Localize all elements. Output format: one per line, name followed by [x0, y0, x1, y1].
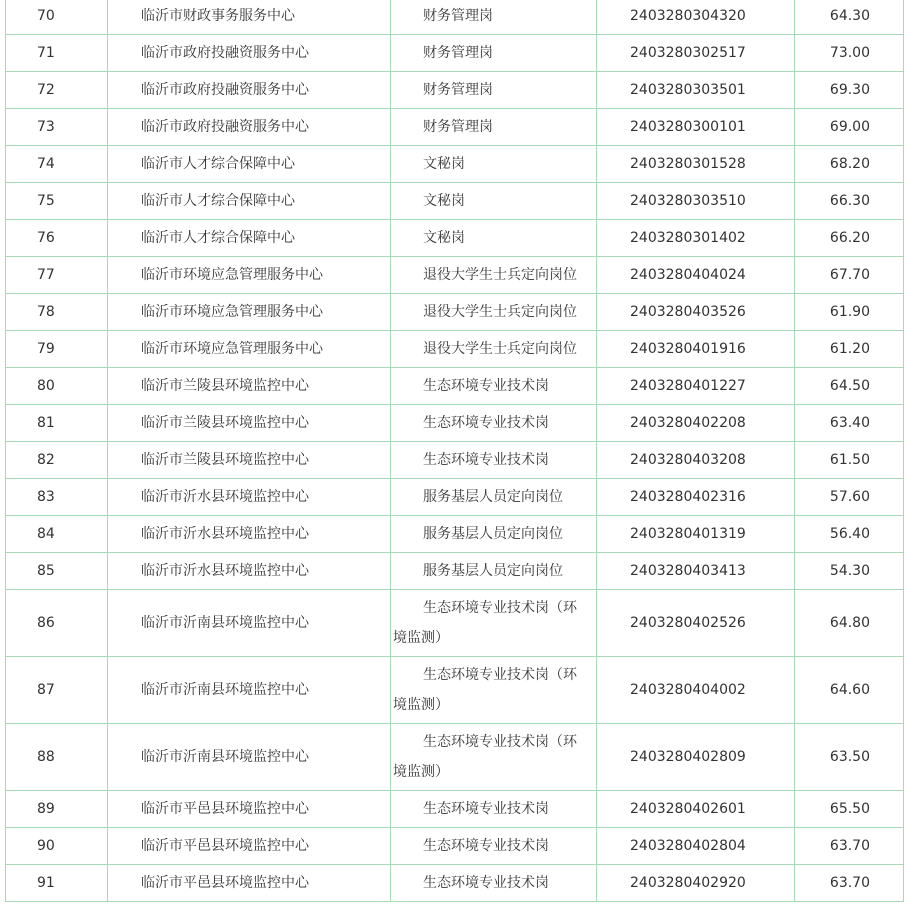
table-row — [6, 72, 904, 109]
row-number: 72 — [6, 72, 108, 109]
written-score: 56.40 — [795, 516, 904, 553]
position-name: 财务管理岗 — [391, 0, 597, 35]
exam-ticket-number: 2403280304320 — [597, 0, 795, 35]
row-number: 77 — [6, 257, 108, 294]
exam-ticket-number: 2403280401916 — [597, 331, 795, 368]
exam-ticket-number: 2403280302517 — [597, 35, 795, 72]
table-row — [6, 368, 904, 405]
exam-ticket-number: 2403280402804 — [597, 828, 795, 865]
exam-ticket-number: 2403280301528 — [597, 146, 795, 183]
row-number: 88 — [6, 724, 108, 791]
position-name: 退役大学生士兵定向岗位 — [391, 257, 597, 294]
table-row — [6, 331, 904, 368]
written-score: 64.30 — [795, 0, 904, 35]
table-row — [6, 828, 904, 865]
table-row — [6, 724, 904, 791]
row-number: 91 — [6, 865, 108, 902]
row-number: 82 — [6, 442, 108, 479]
exam-ticket-number: 2403280301402 — [597, 220, 795, 257]
exam-ticket-number: 2403280403208 — [597, 442, 795, 479]
row-number: 76 — [6, 220, 108, 257]
exam-ticket-number: 2403280402809 — [597, 724, 795, 791]
row-number: 85 — [6, 553, 108, 590]
employer-unit: 临沂市政府投融资服务中心 — [108, 35, 391, 72]
position-name: 生态环境专业技术岗 — [391, 791, 597, 828]
score-table-body — [6, 0, 904, 902]
position-name: 服务基层人员定向岗位 — [391, 479, 597, 516]
row-number: 73 — [6, 109, 108, 146]
table-row — [6, 257, 904, 294]
written-score: 63.50 — [795, 724, 904, 791]
table-row — [6, 865, 904, 902]
table-row — [6, 109, 904, 146]
table-row — [6, 657, 904, 724]
written-score: 61.20 — [795, 331, 904, 368]
written-score: 68.20 — [795, 146, 904, 183]
exam-ticket-number: 2403280403413 — [597, 553, 795, 590]
written-score: 64.60 — [795, 657, 904, 724]
position-name: 生态环境专业技术岗（环境监测） — [391, 724, 597, 791]
position-name: 生态环境专业技术岗 — [391, 828, 597, 865]
row-number: 89 — [6, 791, 108, 828]
table-row — [6, 183, 904, 220]
table-row — [6, 590, 904, 657]
exam-ticket-number: 2403280404002 — [597, 657, 795, 724]
row-number: 78 — [6, 294, 108, 331]
exam-ticket-number: 2403280300101 — [597, 109, 795, 146]
written-score: 63.70 — [795, 865, 904, 902]
written-score: 67.70 — [795, 257, 904, 294]
employer-unit: 临沂市人才综合保障中心 — [108, 220, 391, 257]
position-name: 生态环境专业技术岗（环境监测） — [391, 590, 597, 657]
written-score: 66.20 — [795, 220, 904, 257]
table-row — [6, 35, 904, 72]
written-score: 54.30 — [795, 553, 904, 590]
row-number: 75 — [6, 183, 108, 220]
exam-ticket-number: 2403280402526 — [597, 590, 795, 657]
written-score: 64.80 — [795, 590, 904, 657]
row-number: 70 — [6, 0, 108, 35]
row-number: 83 — [6, 479, 108, 516]
employer-unit: 临沂市平邑县环境监控中心 — [108, 865, 391, 902]
table-row — [6, 0, 904, 35]
written-score: 69.00 — [795, 109, 904, 146]
employer-unit: 临沂市环境应急管理服务中心 — [108, 257, 391, 294]
written-score: 65.50 — [795, 791, 904, 828]
position-name: 财务管理岗 — [391, 72, 597, 109]
written-score: 64.50 — [795, 368, 904, 405]
row-number: 86 — [6, 590, 108, 657]
position-name: 生态环境专业技术岗（环境监测） — [391, 657, 597, 724]
position-name: 服务基层人员定向岗位 — [391, 516, 597, 553]
table-row — [6, 146, 904, 183]
row-number: 90 — [6, 828, 108, 865]
employer-unit: 临沂市兰陵县环境监控中心 — [108, 405, 391, 442]
employer-unit: 临沂市沂水县环境监控中心 — [108, 479, 391, 516]
exam-ticket-number: 2403280303501 — [597, 72, 795, 109]
table-row — [6, 405, 904, 442]
employer-unit: 临沂市平邑县环境监控中心 — [108, 791, 391, 828]
exam-ticket-number: 2403280402601 — [597, 791, 795, 828]
written-score: 61.50 — [795, 442, 904, 479]
employer-unit: 临沂市政府投融资服务中心 — [108, 109, 391, 146]
table-row — [6, 294, 904, 331]
position-name: 生态环境专业技术岗 — [391, 442, 597, 479]
exam-ticket-number: 2403280404024 — [597, 257, 795, 294]
position-name: 生态环境专业技术岗 — [391, 368, 597, 405]
position-name: 财务管理岗 — [391, 35, 597, 72]
table-row — [6, 442, 904, 479]
exam-ticket-number: 2403280403526 — [597, 294, 795, 331]
position-name: 退役大学生士兵定向岗位 — [391, 331, 597, 368]
table-row — [6, 791, 904, 828]
position-name: 退役大学生士兵定向岗位 — [391, 294, 597, 331]
row-number: 71 — [6, 35, 108, 72]
position-name: 财务管理岗 — [391, 109, 597, 146]
position-name: 文秘岗 — [391, 146, 597, 183]
position-name: 文秘岗 — [391, 220, 597, 257]
row-number: 84 — [6, 516, 108, 553]
employer-unit: 临沂市沂南县环境监控中心 — [108, 724, 391, 791]
employer-unit: 临沂市人才综合保障中心 — [108, 183, 391, 220]
employer-unit: 临沂市财政事务服务中心 — [108, 0, 391, 35]
written-score: 66.30 — [795, 183, 904, 220]
table-row — [6, 516, 904, 553]
written-score: 73.00 — [795, 35, 904, 72]
written-score: 69.30 — [795, 72, 904, 109]
employer-unit: 临沂市沂水县环境监控中心 — [108, 553, 391, 590]
employer-unit: 临沂市环境应急管理服务中心 — [108, 294, 391, 331]
employer-unit: 临沂市沂南县环境监控中心 — [108, 590, 391, 657]
written-score: 63.40 — [795, 405, 904, 442]
written-score: 63.70 — [795, 828, 904, 865]
score-table — [5, 0, 904, 902]
exam-ticket-number: 2403280303510 — [597, 183, 795, 220]
written-score: 61.90 — [795, 294, 904, 331]
position-name: 文秘岗 — [391, 183, 597, 220]
employer-unit: 临沂市政府投融资服务中心 — [108, 72, 391, 109]
position-name: 生态环境专业技术岗 — [391, 405, 597, 442]
exam-ticket-number: 2403280401319 — [597, 516, 795, 553]
row-number: 81 — [6, 405, 108, 442]
employer-unit: 临沂市环境应急管理服务中心 — [108, 331, 391, 368]
table-row — [6, 479, 904, 516]
employer-unit: 临沂市平邑县环境监控中心 — [108, 828, 391, 865]
row-number: 87 — [6, 657, 108, 724]
employer-unit: 临沂市人才综合保障中心 — [108, 146, 391, 183]
employer-unit: 临沂市兰陵县环境监控中心 — [108, 442, 391, 479]
position-name: 生态环境专业技术岗 — [391, 865, 597, 902]
row-number: 74 — [6, 146, 108, 183]
exam-ticket-number: 2403280402316 — [597, 479, 795, 516]
exam-ticket-number: 2403280401227 — [597, 368, 795, 405]
row-number: 79 — [6, 331, 108, 368]
employer-unit: 临沂市沂南县环境监控中心 — [108, 657, 391, 724]
table-row — [6, 553, 904, 590]
employer-unit: 临沂市兰陵县环境监控中心 — [108, 368, 391, 405]
row-number: 80 — [6, 368, 108, 405]
position-name: 服务基层人员定向岗位 — [391, 553, 597, 590]
written-score: 57.60 — [795, 479, 904, 516]
exam-ticket-number: 2403280402920 — [597, 865, 795, 902]
table-row — [6, 220, 904, 257]
employer-unit: 临沂市沂水县环境监控中心 — [108, 516, 391, 553]
exam-ticket-number: 2403280402208 — [597, 405, 795, 442]
